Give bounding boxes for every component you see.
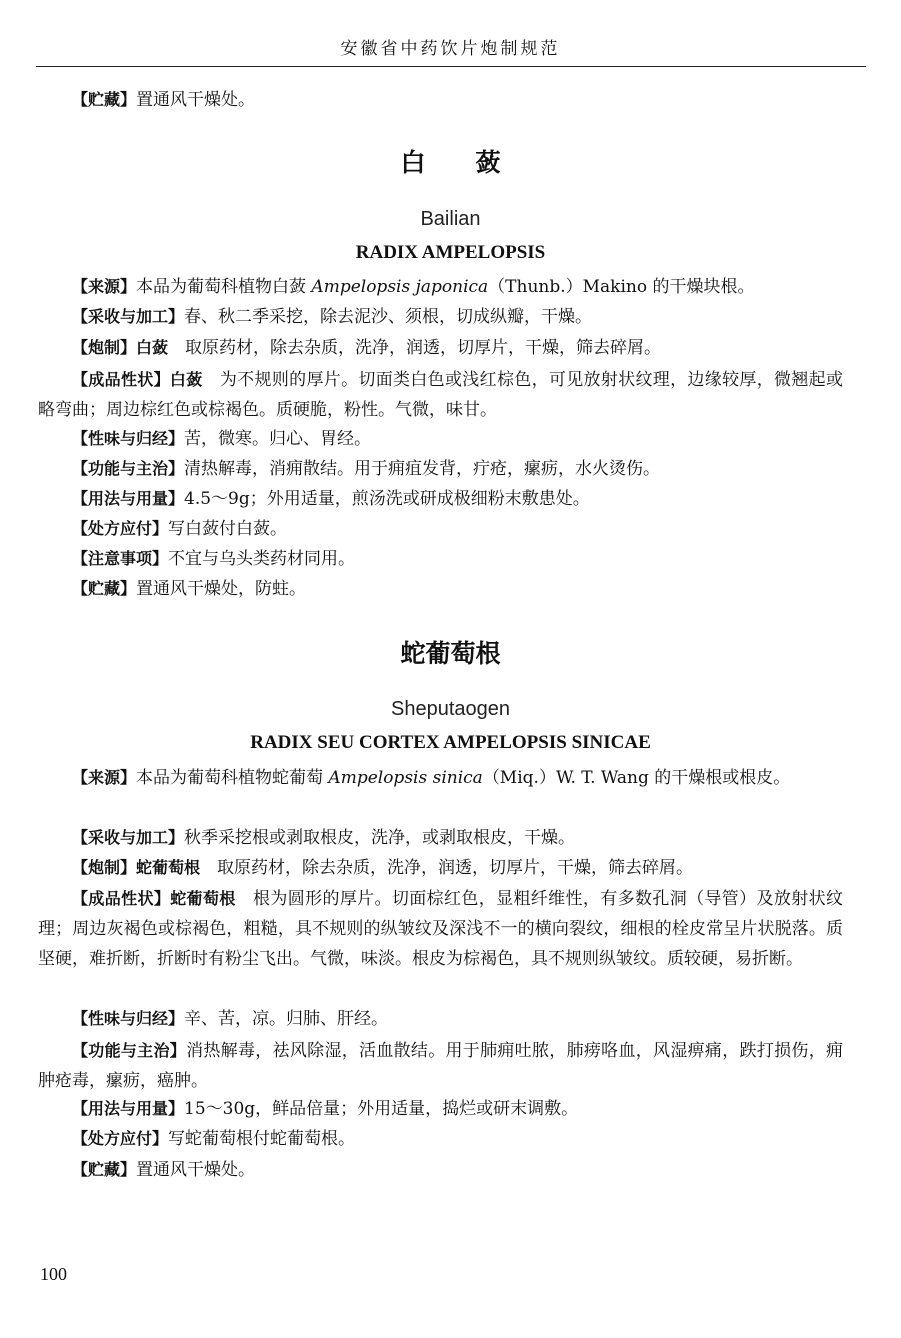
- harvest-line: [72, 823, 842, 853]
- section-label: 【来源】: [72, 277, 137, 296]
- section-label: 【用法与用量】: [72, 489, 185, 508]
- section-sublabel: 蛇葡萄根: [136, 858, 201, 877]
- properties-paragraph: [38, 365, 843, 425]
- section-text: 不宜与乌头类药材同用。: [168, 549, 356, 569]
- storage-line: [72, 1155, 842, 1185]
- properties-paragraph: [38, 884, 843, 974]
- section-text: 置通风干燥处。: [136, 1160, 256, 1180]
- section-text: 4.5～9g；外用适量，煎汤洗或研成极细粉末敷患处。: [184, 489, 590, 509]
- dosage-line: [72, 1094, 842, 1124]
- section-text: （Thunb.）Makino 的干燥块根。: [488, 277, 755, 297]
- section-text: 取原药材，除去杂质，洗净，润透，切厚片，干燥，筛去碎屑。: [168, 338, 662, 358]
- section-text: 本品为葡萄科植物白蔹: [136, 277, 312, 297]
- section-label: 【采收与加工】: [72, 307, 185, 326]
- section-text: 辛、苦，凉。归肺、肝经。: [184, 1009, 389, 1029]
- section-sublabel: 白蔹: [169, 370, 203, 389]
- harvest-line: [72, 302, 842, 332]
- species-name: Ampelopsis sinica: [328, 768, 483, 788]
- section-label: 【注意事项】: [72, 549, 169, 568]
- entry-title-pinyin: Bailian: [420, 208, 481, 230]
- nature-line: [72, 424, 842, 454]
- page-number: 100: [40, 1264, 67, 1284]
- source-paragraph: [38, 763, 843, 793]
- section-label: 【性味与归经】: [72, 429, 185, 448]
- section-label: 【用法与用量】: [72, 1099, 185, 1118]
- running-head: 安徽省中药饮片炮制规范: [340, 39, 561, 59]
- section-label: 【贮藏】: [72, 1160, 137, 1179]
- section-label: 【炮制】: [72, 338, 137, 357]
- section-text: 苦，微寒。归心、胃经。: [184, 429, 372, 449]
- section-label: 【炮制】: [72, 858, 137, 877]
- section-label: 【成品性状】: [72, 370, 170, 389]
- section-text: 取原药材，除去杂质，洗净，润透，切厚片，干燥，筛去碎屑。: [200, 858, 694, 878]
- dosage-line: [72, 484, 842, 514]
- processing-line: [72, 853, 842, 883]
- entry-title-latin: RADIX AMPELOPSIS: [355, 242, 546, 263]
- section-text: 根为圆形的厚片。切面棕红色，显粗纤维性，有多数孔洞（导管）及放射状纹理；周边灰褐色或棕褐色，粗糙，具不规则的纵皱纹及深浅不一的横向裂纹，细根的栓皮常呈片状脱落。质坚硬，难折断，折断时有粉尘飞出。气微，味淡。根皮为棕褐色，具不规则纵皱纹。质较硬，易折断。: [38, 889, 843, 969]
- section-text: 春、秋二季采挖，除去泥沙、须根，切成纵瓣，干燥。: [184, 307, 593, 327]
- function-paragraph: [38, 1036, 843, 1096]
- section-sublabel: 白蔹: [136, 338, 169, 357]
- storage-line: [72, 574, 842, 604]
- section-text: 秋季采挖根或剥取根皮，洗净，或剥取根皮，干燥。: [184, 828, 576, 848]
- section-label: 【贮藏】: [72, 90, 137, 109]
- section-text: 置通风干燥处。: [136, 90, 256, 110]
- section-label: 【来源】: [72, 768, 137, 787]
- section-label: 【性味与归经】: [72, 1009, 185, 1028]
- section-text: 消热解毒，祛风除湿，活血散结。用于肺痈吐脓，肺痨咯血，风湿痹痛，跌打损伤，痈肿疮毒，瘰疬，癌肿。: [38, 1041, 843, 1091]
- section-label: 【处方应付】: [72, 519, 169, 538]
- entry-title-cn: 白 蔹: [400, 148, 501, 177]
- nature-line: [72, 1004, 842, 1034]
- processing-line: [72, 333, 842, 363]
- species-name: Ampelopsis japonica: [311, 277, 489, 297]
- section-label: 【采收与加工】: [72, 828, 185, 847]
- header-rule: [36, 66, 866, 67]
- section-label: 【功能与主治】: [72, 1041, 187, 1060]
- entry-title-cn: 蛇葡萄根: [400, 639, 501, 668]
- prescription-line: [72, 514, 842, 544]
- section-text: 15～30g，鲜品倍量；外用适量，捣烂或研末调敷。: [184, 1099, 579, 1119]
- top-storage-line: [72, 85, 842, 115]
- section-text: 清热解毒，消痈散结。用于痈疽发背，疔疮，瘰疬，水火烫伤。: [184, 459, 661, 479]
- function-line: [72, 454, 842, 484]
- section-text: （Miq.）W. T. Wang 的干燥根或根皮。: [482, 768, 791, 788]
- section-label: 【处方应付】: [72, 1129, 169, 1148]
- section-label: 【成品性状】: [72, 889, 171, 908]
- section-label: 【功能与主治】: [72, 459, 185, 478]
- source-line: [72, 272, 842, 302]
- caution-line: [72, 544, 842, 574]
- section-label: 【贮藏】: [72, 579, 137, 598]
- section-text: 写白蔹付白蔹。: [168, 519, 288, 539]
- section-text: 为不规则的厚片。切面类白色或浅红棕色，可见放射状纹理，边缘较厚，微翘起或略弯曲；周边棕红色或棕褐色。质硬脆，粉性。气微，味甘。: [38, 370, 843, 420]
- entry-title-pinyin: Sheputaogen: [390, 698, 510, 720]
- entry-title-latin: RADIX SEU CORTEX AMPELOPSIS SINICAE: [250, 732, 651, 753]
- section-sublabel: 蛇葡萄根: [170, 889, 236, 908]
- section-text: 置通风干燥处，防蛀。: [136, 579, 307, 599]
- prescription-line: [72, 1124, 842, 1154]
- section-text: 写蛇葡萄根付蛇葡萄根。: [168, 1129, 356, 1149]
- section-text: 本品为葡萄科植物蛇葡萄: [136, 768, 329, 788]
